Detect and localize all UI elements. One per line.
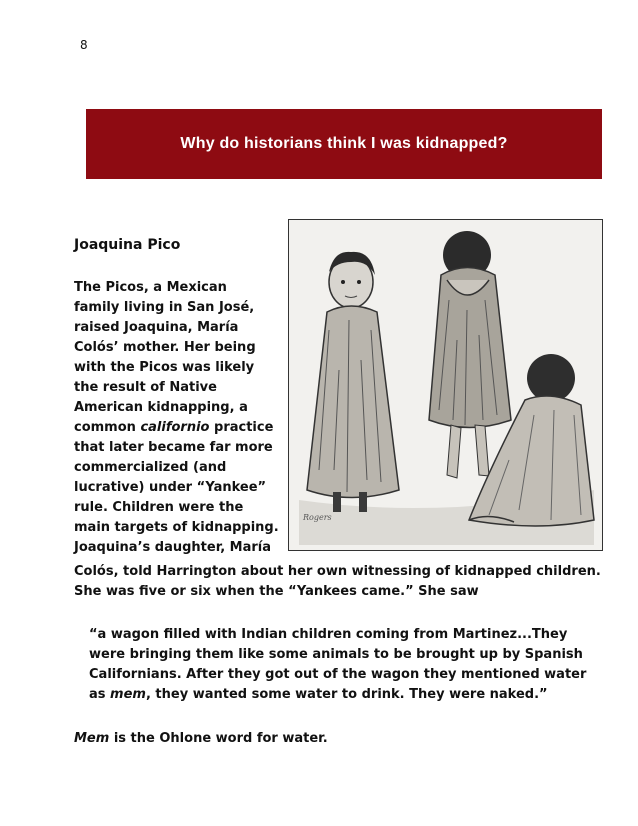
text-line: The Picos, a Mexican xyxy=(74,280,227,295)
text-line xyxy=(74,418,273,438)
italic-term: californio xyxy=(140,420,210,435)
text-segment: as xyxy=(89,687,111,702)
text-segment: is the Ohlone word for water. xyxy=(109,731,328,746)
quote-line: Californians. After they got out of the wagon they mentioned water xyxy=(89,667,587,682)
text-line: commercialized (and xyxy=(74,460,227,475)
text-line: rule. Children were the xyxy=(74,500,244,515)
quote-line: “a wagon filled with Indian children coming from Martinez...They xyxy=(89,627,568,642)
italic-term: Mem xyxy=(74,731,110,746)
closing-line xyxy=(74,729,328,749)
illustration-sketch xyxy=(289,220,602,550)
text-segment: common xyxy=(74,420,141,435)
page-number: 8 xyxy=(80,38,88,52)
text-line: main targets of kidnapping. xyxy=(74,520,279,535)
quote-line: were bringing them like some animals to be brought up by Spanish xyxy=(89,647,583,662)
text-segment: practice xyxy=(209,420,274,435)
text-line: that later became far more xyxy=(74,440,273,455)
text-line: Colós, told Harrington about her own witnessing of kidnapped children. xyxy=(74,564,601,579)
text-line: raised Joaquina, María xyxy=(74,320,239,335)
text-line: American kidnapping, a xyxy=(74,400,248,415)
text-line: She was five or six when the “Yankees came.” She saw xyxy=(74,584,479,599)
text-line: lucrative) under “Yankee” xyxy=(74,480,267,495)
text-line: Joaquina’s daughter, María xyxy=(74,540,272,555)
text-line: Colós’ mother. Her being xyxy=(74,340,256,355)
section-heading: Joaquina Pico xyxy=(74,237,181,253)
italic-term: mem xyxy=(110,687,146,702)
quote-line xyxy=(89,685,548,705)
text-line: family living in San José, xyxy=(74,300,255,315)
children-illustration xyxy=(288,219,603,551)
artist-signature: Rogers xyxy=(303,513,332,522)
title-banner xyxy=(86,109,602,179)
text-line: with the Picos was likely xyxy=(74,360,255,375)
text-line: the result of Native xyxy=(74,380,217,395)
banner-title: Why do historians think I was kidnapped? xyxy=(180,135,508,152)
text-segment: , they wanted some water to drink. They were naked.” xyxy=(145,687,548,702)
